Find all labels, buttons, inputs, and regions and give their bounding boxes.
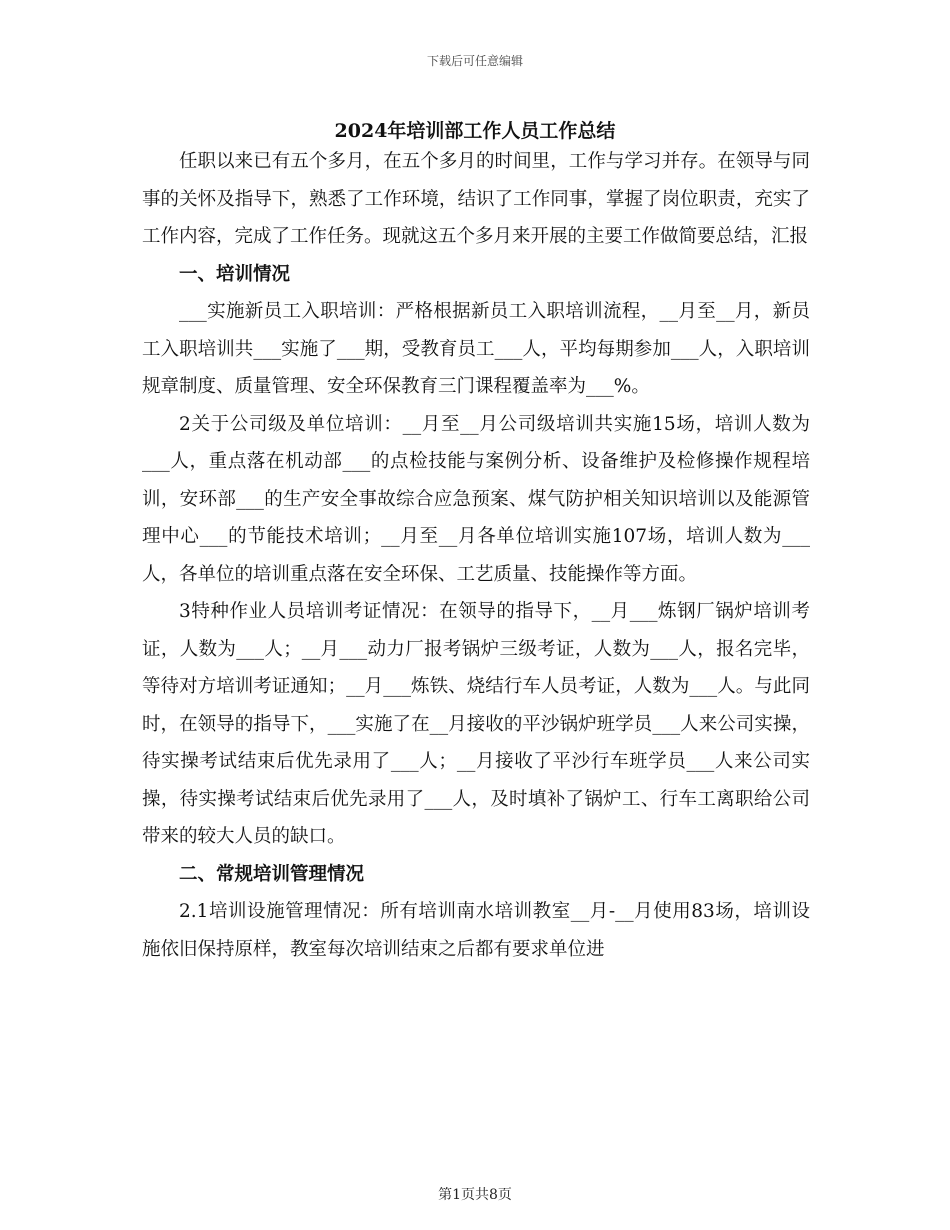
page-number: 第1页共8页 (438, 1187, 512, 1203)
page-header-note: 下载后可任意编辑 (426, 54, 523, 68)
document-title: 2024年培训部工作人员工作总结 (334, 120, 616, 142)
document-body (142, 143, 810, 968)
paragraph-facility-management: 2.1培训设施管理情况：所有培训南水培训教室__月-__月使用83场，培训设施依旧保持原样，教室每次培训结束之后都有要求单位进 (142, 901, 810, 960)
paragraph-new-employee-training: ___实施新员工入职培训：严格根据新员工入职培训流程，__月至__月，新员工入职培训共___实施了___期，受教育员工___人，平均每期参加___人，入职培训规章制度、质量管理、安全环保教育三门课程覆盖率为___%。 (142, 301, 810, 397)
intro-paragraph: 任职以来已有五个多月，在五个多月的时间里，工作与学习并存。在领导与同事的关怀及指导下，熟悉了工作环境，结识了工作同事，掌握了岗位职责，充实了工作内容，完成了工作任务。现就这五个多月来开展的主要工作做简要总结，汇报 (142, 151, 810, 247)
paragraph-special-operations-certification: 3特种作业人员培训考证情况：在领导的指导下，__月___炼钢厂锅炉培训考证，人数为___人；__月___动力厂报考锅炉三级考证，人数为___人，报名完毕，等待对方培训考证通知；__月___炼铁、烧结行车人员考证，人数为___人。与此同时，在领导的指导下，___实施了在__月接收的平沙锅炉班学员___人来公司实操，待实操考试结束后优先录用了___人；__月接收了平沙行车班学员___人来公司实操，待实操考试结束后优先录用了___人，及时填补了锅炉工、行车工离职给公司带来的较大人员的缺口。 (142, 601, 810, 847)
paragraph-company-unit-training: 2关于公司级及单位培训：__月至__月公司级培训共实施15场，培训人数为___人，重点落在机动部___的点检技能与案例分析、设备维护及检修操作规程培训，安环部___的生产安全事故综合应急预案、煤气防护相关知识培训以及能源管理中心___的节能技术培训；__月至__月各单位培训实施107场，培训人数为___人，各单位的培训重点落在安全环保、工艺质量、技能操作等方面。 (142, 413, 810, 585)
section-heading-routine-management: 二、常规培训管理情况 (179, 863, 365, 885)
section-heading-training: 一、培训情况 (179, 263, 291, 285)
